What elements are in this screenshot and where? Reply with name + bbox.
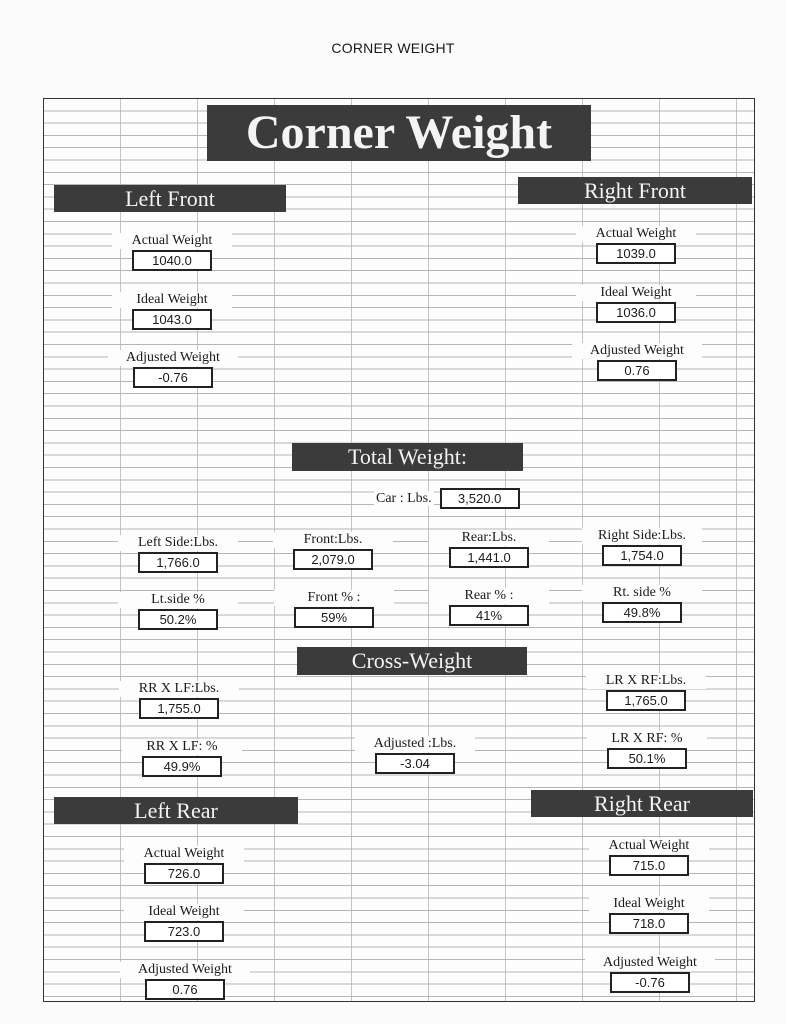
right-rear-heading: Right Rear [531,790,753,817]
lr-adjusted-weight [120,962,250,1000]
right-side-value: 1,754.0 [602,545,682,566]
left-side-label: Left Side:Lbs. [118,535,238,551]
lf-actual-value: 1040.0 [132,250,212,271]
cross-weight-heading: Cross-Weight [297,647,527,675]
rf-actual-label: Actual Weight [576,226,696,242]
total-weight-heading: Total Weight: [292,443,523,471]
rr-adjusted-value: -0.76 [610,972,690,993]
rr-ideal-label: Ideal Weight [589,896,709,912]
lr-adjusted-value: 0.76 [145,979,225,1000]
front-percent [274,590,394,628]
rf-ideal-value: 1036.0 [596,302,676,323]
rf-ideal-weight [576,285,696,323]
rr-actual-value: 715.0 [609,855,689,876]
rr-adjusted-weight [585,955,715,993]
front-value: 2,079.0 [293,549,373,570]
lr-actual-weight [124,846,244,884]
left-front-heading: Left Front [54,185,286,212]
lr-ideal-weight [124,904,244,942]
right-side-weight [582,528,702,566]
lt-side-percent-value: 50.2% [138,609,218,630]
lrxrf-percent-value: 50.1% [607,748,687,769]
rt-side-percent-value: 49.8% [602,602,682,623]
right-front-heading: Right Front [518,177,752,204]
lf-ideal-label: Ideal Weight [112,292,232,308]
front-weight [273,532,393,570]
lf-actual-label: Actual Weight [112,233,232,249]
car-total-label: Car : Lbs. [376,490,432,506]
rear-weight [429,530,549,568]
lf-adjusted-value: -0.76 [133,367,213,388]
rt-side-percent [582,585,702,623]
page-heading: CORNER WEIGHT [331,40,455,56]
lf-actual-weight [112,233,232,271]
lrxrf-percent-label: LR X RF: % [587,731,707,747]
lr-ideal-label: Ideal Weight [124,904,244,920]
lf-adjusted-weight [108,350,238,388]
front-percent-value: 59% [294,607,374,628]
car-total-value: 3,520.0 [440,488,520,509]
lr-actual-label: Actual Weight [124,846,244,862]
rrxlf-lbs-label: RR X LF:Lbs. [119,681,239,697]
rrxlf-percent [122,739,242,777]
front-label: Front:Lbs. [273,532,393,548]
rf-adjusted-weight [572,343,702,381]
corner-weight-sheet [43,98,755,1002]
lrxrf-percent [587,731,707,769]
cross-adjusted-value: -3.04 [375,753,455,774]
lf-adjusted-label: Adjusted Weight [108,350,238,366]
cross-adjusted-label: Adjusted :Lbs. [355,736,475,752]
left-side-value: 1,766.0 [138,552,218,573]
lf-ideal-value: 1043.0 [132,309,212,330]
rear-value: 1,441.0 [449,547,529,568]
lf-ideal-weight [112,292,232,330]
rrxlf-lbs [119,681,239,719]
rear-percent-value: 41% [449,605,529,626]
rr-adjusted-label: Adjusted Weight [585,955,715,971]
rf-ideal-label: Ideal Weight [576,285,696,301]
rr-ideal-weight [589,896,709,934]
rr-actual-weight [589,838,709,876]
rear-percent [429,588,549,626]
rear-label: Rear:Lbs. [429,530,549,546]
lt-side-percent [118,592,238,630]
car-total-weight [374,488,520,509]
sheet-title: Corner Weight [207,105,591,161]
lrxrf-lbs-value: 1,765.0 [606,690,686,711]
cross-adjusted [355,736,475,774]
rf-adjusted-label: Adjusted Weight [572,343,702,359]
left-rear-heading: Left Rear [54,797,298,824]
rf-actual-weight [576,226,696,264]
right-side-label: Right Side:Lbs. [582,528,702,544]
lrxrf-lbs-label: LR X RF:Lbs. [586,673,706,689]
lr-ideal-value: 723.0 [144,921,224,942]
lrxrf-lbs [586,673,706,711]
lt-side-percent-label: Lt.side % [118,592,238,608]
rrxlf-percent-label: RR X LF: % [122,739,242,755]
left-side-weight [118,535,238,573]
lr-actual-value: 726.0 [144,863,224,884]
rr-actual-label: Actual Weight [589,838,709,854]
rrxlf-percent-value: 49.9% [142,756,222,777]
rf-adjusted-value: 0.76 [597,360,677,381]
rrxlf-lbs-value: 1,755.0 [139,698,219,719]
front-percent-label: Front % : [274,590,394,606]
rear-percent-label: Rear % : [429,588,549,604]
lr-adjusted-label: Adjusted Weight [120,962,250,978]
rt-side-percent-label: Rt. side % [582,585,702,601]
rr-ideal-value: 718.0 [609,913,689,934]
rf-actual-value: 1039.0 [596,243,676,264]
